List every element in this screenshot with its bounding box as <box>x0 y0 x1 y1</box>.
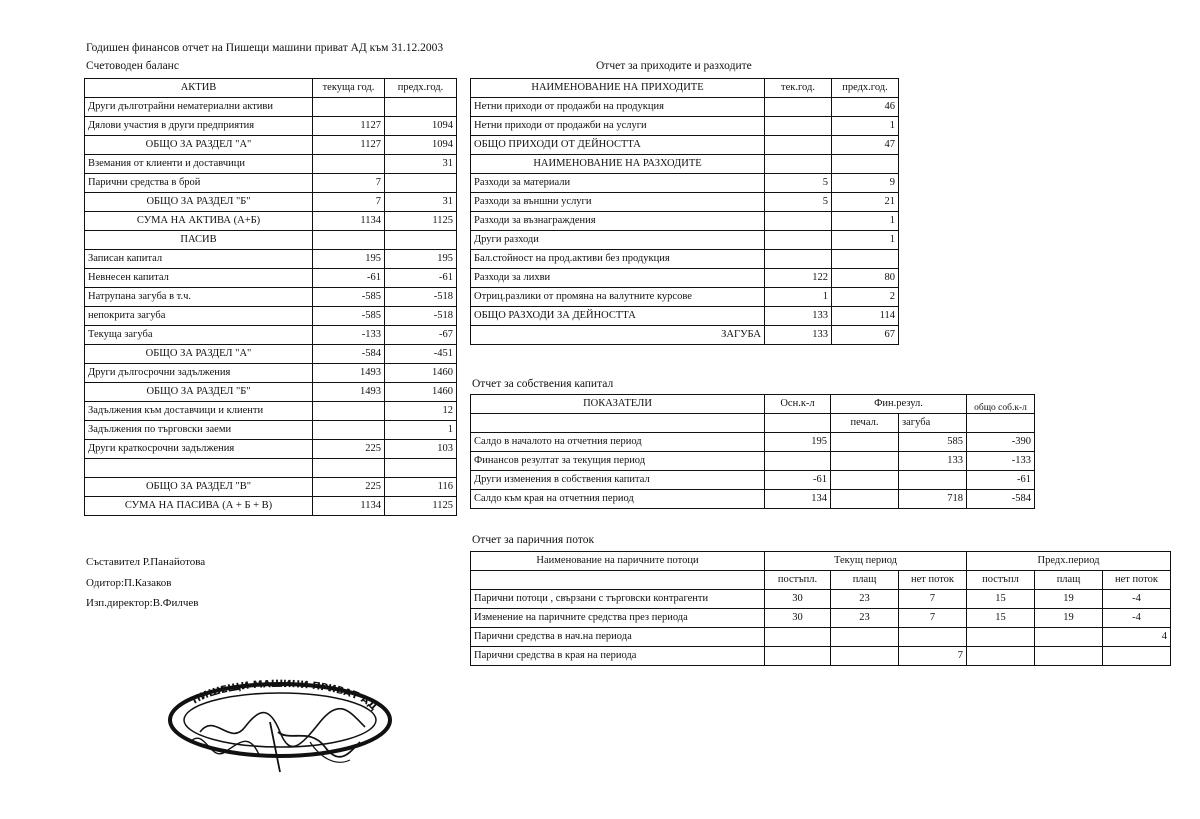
cashflow-subheader-cell: плащ <box>831 571 899 590</box>
cashflow-value-cell: 19 <box>1035 609 1103 628</box>
cashflow-value-cell: 23 <box>831 590 899 609</box>
balance-label-cell: ОБЩО ЗА РАЗДЕЛ "А" <box>85 345 313 364</box>
balance-label-cell: ОБЩО ЗА РАЗДЕЛ "В" <box>85 478 313 497</box>
income-row <box>471 326 899 345</box>
cashflow-header-cell: Текущ период <box>765 552 967 571</box>
company-stamp-graphic <box>160 672 400 782</box>
balance-row <box>85 231 457 250</box>
balance-label-cell: ОБЩО ЗА РАЗДЕЛ "Б" <box>85 193 313 212</box>
balance-label-cell: Записан капитал <box>85 250 313 269</box>
cashflow-subheader-cell: постъпл. <box>765 571 831 590</box>
balance-previous-cell: -518 <box>385 307 457 326</box>
balance-caption: Счетоводен баланс <box>86 60 179 72</box>
income-row <box>471 269 899 288</box>
income-header-row <box>471 79 899 98</box>
equity-subheader-cell: печал. <box>831 414 899 433</box>
income-label-cell: Нетни приходи от продажби на продукция <box>471 98 765 117</box>
balance-current-cell: 225 <box>313 440 385 459</box>
equity-label-cell: Салдо към края на отчетния период <box>471 490 765 509</box>
balance-current-cell <box>313 402 385 421</box>
balance-previous-cell <box>385 98 457 117</box>
balance-current-cell: -584 <box>313 345 385 364</box>
cashflow-value-cell: 7 <box>899 647 967 666</box>
income-previous-cell: 67 <box>832 326 899 345</box>
equity-row <box>471 471 1035 490</box>
cashflow-subheader-cell: нет поток <box>1103 571 1171 590</box>
equity-value-cell: 718 <box>899 490 967 509</box>
balance-previous-cell: 1094 <box>385 136 457 155</box>
cashflow-value-cell <box>1103 647 1171 666</box>
income-label-cell: Разходи за лихви <box>471 269 765 288</box>
balance-current-cell: 1493 <box>313 364 385 383</box>
balance-current-cell: -133 <box>313 326 385 345</box>
income-header-cell: тек.год. <box>765 79 832 98</box>
equity-subheader-cell <box>967 414 1035 433</box>
income-label-cell: Бал.стойност на прод.активи без продукция <box>471 250 765 269</box>
cashflow-value-cell: 30 <box>765 590 831 609</box>
equity-value-cell: 195 <box>765 433 831 452</box>
balance-label-cell: СУМА НА ПАСИВА (А + Б + В) <box>85 497 313 516</box>
balance-label-cell: Невнесен капитал <box>85 269 313 288</box>
balance-label-cell: СУМА НА АКТИВА (А+Б) <box>85 212 313 231</box>
income-current-cell: 5 <box>765 193 832 212</box>
balance-current-cell: -585 <box>313 288 385 307</box>
equity-statement-table <box>470 394 1035 509</box>
equity-value-cell <box>899 471 967 490</box>
income-row <box>471 212 899 231</box>
balance-previous-cell: 116 <box>385 478 457 497</box>
equity-header-cell: ПОКАЗАТЕЛИ <box>471 395 765 414</box>
balance-row <box>85 98 457 117</box>
cashflow-value-cell <box>765 647 831 666</box>
balance-label-cell: Парични средства в брой <box>85 174 313 193</box>
cashflow-statement-table <box>470 551 1171 666</box>
cashflow-subheader-cell: нет поток <box>899 571 967 590</box>
balance-current-cell: 7 <box>313 174 385 193</box>
income-label-cell: Разходи за външни услуги <box>471 193 765 212</box>
income-current-cell <box>765 212 832 231</box>
balance-row <box>85 345 457 364</box>
balance-previous-cell: -61 <box>385 269 457 288</box>
balance-current-cell <box>313 459 385 478</box>
equity-label-cell: Други изменения в собствения капитал <box>471 471 765 490</box>
equity-value-cell <box>831 452 899 471</box>
balance-current-cell: 7 <box>313 193 385 212</box>
balance-current-cell: -61 <box>313 269 385 288</box>
balance-previous-cell: 31 <box>385 193 457 212</box>
income-label-cell: ОБЩО РАЗХОДИ ЗА ДЕЙНОСТТА <box>471 307 765 326</box>
income-previous-cell: 21 <box>832 193 899 212</box>
balance-previous-cell: 31 <box>385 155 457 174</box>
equity-label-cell: Салдо в началото на отчетния период <box>471 433 765 452</box>
compiler-signature-line: Съставител Р.Панайотова <box>86 556 206 568</box>
balance-previous-cell: 1460 <box>385 364 457 383</box>
cashflow-row <box>471 609 1171 628</box>
cashflow-value-cell <box>899 628 967 647</box>
income-previous-cell: 47 <box>832 136 899 155</box>
cashflow-value-cell <box>831 628 899 647</box>
equity-label-cell: Финансов резултат за текущия период <box>471 452 765 471</box>
equity-header-cell: Осн.к-л <box>765 395 831 414</box>
cashflow-caption: Отчет за паричния поток <box>472 534 595 546</box>
income-current-cell <box>765 250 832 269</box>
balance-current-cell: -585 <box>313 307 385 326</box>
cashflow-value-cell: 15 <box>967 609 1035 628</box>
cashflow-subheader-cell: постъпл <box>967 571 1035 590</box>
balance-row <box>85 307 457 326</box>
balance-current-cell <box>313 231 385 250</box>
cashflow-value-cell: 7 <box>899 590 967 609</box>
balance-current-cell: 1127 <box>313 136 385 155</box>
balance-row <box>85 136 457 155</box>
income-previous-cell: 114 <box>832 307 899 326</box>
income-label-cell: Нетни приходи от продажби на услуги <box>471 117 765 136</box>
equity-subheader-cell <box>765 414 831 433</box>
income-current-cell <box>765 155 832 174</box>
income-previous-cell: 1 <box>832 231 899 250</box>
income-row <box>471 231 899 250</box>
cashflow-value-cell: -4 <box>1103 609 1171 628</box>
equity-caption: Отчет за собствения капитал <box>472 378 614 390</box>
cashflow-value-cell: 15 <box>967 590 1035 609</box>
income-previous-cell: 46 <box>832 98 899 117</box>
balance-row <box>85 402 457 421</box>
equity-header-row <box>471 395 1035 414</box>
income-header-cell: НАИМЕНОВАНИЕ НА ПРИХОДИТЕ <box>471 79 765 98</box>
income-row <box>471 136 899 155</box>
income-row <box>471 307 899 326</box>
balance-label-cell: Други дълготрайни нематериални активи <box>85 98 313 117</box>
income-current-cell <box>765 117 832 136</box>
income-current-cell: 1 <box>765 288 832 307</box>
cashflow-subheader-cell: плащ <box>1035 571 1103 590</box>
income-previous-cell: 1 <box>832 117 899 136</box>
cashflow-label-cell: Парични средства в нач.на периода <box>471 628 765 647</box>
equity-row <box>471 433 1035 452</box>
income-previous-cell: 1 <box>832 212 899 231</box>
equity-value-cell <box>831 433 899 452</box>
balance-label-cell: Вземания от клиенти и доставчици <box>85 155 313 174</box>
balance-header-row <box>85 79 457 98</box>
cashflow-label-cell: Парични потоци , свързани с търговски контрагенти <box>471 590 765 609</box>
balance-row <box>85 383 457 402</box>
balance-row <box>85 117 457 136</box>
equity-value-cell: -61 <box>967 471 1035 490</box>
income-current-cell: 122 <box>765 269 832 288</box>
income-row <box>471 155 899 174</box>
cashflow-label-cell: Изменение на паричните средства през периода <box>471 609 765 628</box>
equity-row <box>471 452 1035 471</box>
balance-label-cell: Дялови участия в други предприятия <box>85 117 313 136</box>
balance-label-cell: ОБЩО ЗА РАЗДЕЛ "А" <box>85 136 313 155</box>
balance-row <box>85 440 457 459</box>
income-current-cell <box>765 231 832 250</box>
cashflow-value-cell <box>831 647 899 666</box>
report-title: Годишен финансов отчет на Пишещи машини приват АД към 31.12.2003 <box>86 42 444 54</box>
income-current-cell <box>765 98 832 117</box>
cashflow-value-cell: 19 <box>1035 590 1103 609</box>
balance-previous-cell <box>385 231 457 250</box>
balance-header-cell: предх.год. <box>385 79 457 98</box>
balance-current-cell: 1127 <box>313 117 385 136</box>
balance-row <box>85 497 457 516</box>
balance-previous-cell: 1094 <box>385 117 457 136</box>
cashflow-value-cell <box>765 628 831 647</box>
income-previous-cell <box>832 250 899 269</box>
balance-label-cell <box>85 459 313 478</box>
balance-current-cell <box>313 421 385 440</box>
auditor-signature-line: Одитор:П.Казаков <box>86 577 172 589</box>
equity-value-cell <box>831 471 899 490</box>
equity-row <box>471 490 1035 509</box>
balance-header-cell: текуща год. <box>313 79 385 98</box>
cashflow-label-cell: Парични средства в края на периода <box>471 647 765 666</box>
income-label-cell: Отриц.разлики от промяна на валутните курсове <box>471 288 765 307</box>
balance-row <box>85 212 457 231</box>
income-current-cell <box>765 136 832 155</box>
balance-sheet-table <box>84 78 457 516</box>
balance-label-cell: Натрупана загуба в т.ч. <box>85 288 313 307</box>
income-current-cell: 5 <box>765 174 832 193</box>
balance-label-cell: Други дългосрочни задължения <box>85 364 313 383</box>
balance-row <box>85 250 457 269</box>
cashflow-header-cell: Предх.период <box>967 552 1171 571</box>
balance-previous-cell: -67 <box>385 326 457 345</box>
stamp-text: ПИШЕЩИ МАШИНИ ПРИВАТ АД <box>190 678 379 713</box>
balance-current-cell: 225 <box>313 478 385 497</box>
income-label-cell: Други разходи <box>471 231 765 250</box>
equity-value-cell: 585 <box>899 433 967 452</box>
equity-value-cell: -584 <box>967 490 1035 509</box>
balance-current-cell: 1134 <box>313 212 385 231</box>
cashflow-value-cell <box>967 647 1035 666</box>
income-previous-cell: 80 <box>832 269 899 288</box>
balance-previous-cell: 103 <box>385 440 457 459</box>
equity-value-cell: 133 <box>899 452 967 471</box>
balance-label-cell: Текуща загуба <box>85 326 313 345</box>
cashflow-subheader-cell <box>471 571 765 590</box>
cashflow-subheader-row <box>471 571 1171 590</box>
cashflow-row <box>471 628 1171 647</box>
cashflow-value-cell: 7 <box>899 609 967 628</box>
income-label-cell: ОБЩО ПРИХОДИ ОТ ДЕЙНОСТТА <box>471 136 765 155</box>
income-label-cell: ЗАГУБА <box>471 326 765 345</box>
income-row <box>471 174 899 193</box>
income-label-cell: Разходи за възнаграждения <box>471 212 765 231</box>
balance-row <box>85 288 457 307</box>
equity-value-cell: 134 <box>765 490 831 509</box>
income-previous-cell <box>832 155 899 174</box>
balance-previous-cell <box>385 459 457 478</box>
equity-subheader-cell: загуба <box>899 414 967 433</box>
balance-previous-cell: 12 <box>385 402 457 421</box>
balance-label-cell: непокрита загуба <box>85 307 313 326</box>
income-row <box>471 193 899 212</box>
balance-row <box>85 421 457 440</box>
income-current-cell: 133 <box>765 307 832 326</box>
equity-value-cell <box>831 490 899 509</box>
cashflow-header-cell: Наименование на паричните потоци <box>471 552 765 571</box>
balance-label-cell: ОБЩО ЗА РАЗДЕЛ "Б" <box>85 383 313 402</box>
cashflow-value-cell <box>967 628 1035 647</box>
income-previous-cell: 2 <box>832 288 899 307</box>
balance-label-cell: ПАСИВ <box>85 231 313 250</box>
income-row <box>471 288 899 307</box>
income-current-cell: 133 <box>765 326 832 345</box>
income-row <box>471 117 899 136</box>
balance-row <box>85 478 457 497</box>
balance-previous-cell: 195 <box>385 250 457 269</box>
cashflow-value-cell: 4 <box>1103 628 1171 647</box>
balance-label-cell: Задължения към доставчици и клиенти <box>85 402 313 421</box>
equity-subheader-cell <box>471 414 765 433</box>
balance-row <box>85 174 457 193</box>
income-previous-cell: 9 <box>832 174 899 193</box>
balance-current-cell: 1134 <box>313 497 385 516</box>
income-header-cell: предх.год. <box>832 79 899 98</box>
balance-header-cell: АКТИВ <box>85 79 313 98</box>
cashflow-value-cell <box>1035 647 1103 666</box>
balance-row <box>85 269 457 288</box>
equity-header-cell: Фин.резул. <box>831 395 967 414</box>
cashflow-value-cell: 30 <box>765 609 831 628</box>
balance-current-cell: 195 <box>313 250 385 269</box>
balance-row <box>85 193 457 212</box>
balance-previous-cell: -518 <box>385 288 457 307</box>
balance-previous-cell: -451 <box>385 345 457 364</box>
director-signature-line: Изп.директор:В.Филчев <box>86 597 199 609</box>
balance-previous-cell: 1460 <box>385 383 457 402</box>
svg-text:ПИШЕЩИ МАШИНИ ПРИВАТ АД <box>190 679 379 713</box>
equity-header-cell: общо соб.к-л <box>967 395 1035 414</box>
cashflow-row <box>471 647 1171 666</box>
balance-current-cell <box>313 98 385 117</box>
cashflow-header-row <box>471 552 1171 571</box>
balance-label-cell: Задължения по търговски заеми <box>85 421 313 440</box>
balance-current-cell: 1493 <box>313 383 385 402</box>
equity-value-cell: -133 <box>967 452 1035 471</box>
balance-label-cell: Други краткосрочни задължения <box>85 440 313 459</box>
balance-previous-cell: 1125 <box>385 212 457 231</box>
cashflow-value-cell: -4 <box>1103 590 1171 609</box>
balance-previous-cell: 1125 <box>385 497 457 516</box>
income-statement-table <box>470 78 899 345</box>
equity-subheader-row <box>471 414 1035 433</box>
equity-value-cell: -61 <box>765 471 831 490</box>
balance-row <box>85 459 457 478</box>
balance-previous-cell: 1 <box>385 421 457 440</box>
balance-previous-cell <box>385 174 457 193</box>
income-label-cell: НАИМЕНОВАНИЕ НА РАЗХОДИТЕ <box>471 155 765 174</box>
balance-row <box>85 155 457 174</box>
equity-value-cell: -390 <box>967 433 1035 452</box>
cashflow-row <box>471 590 1171 609</box>
balance-current-cell <box>313 155 385 174</box>
income-label-cell: Разходи за материали <box>471 174 765 193</box>
cashflow-value-cell <box>1035 628 1103 647</box>
balance-row <box>85 326 457 345</box>
income-row <box>471 250 899 269</box>
income-caption: Отчет за приходите и разходите <box>596 60 752 72</box>
cashflow-value-cell: 23 <box>831 609 899 628</box>
balance-row <box>85 364 457 383</box>
income-row <box>471 98 899 117</box>
equity-value-cell <box>765 452 831 471</box>
